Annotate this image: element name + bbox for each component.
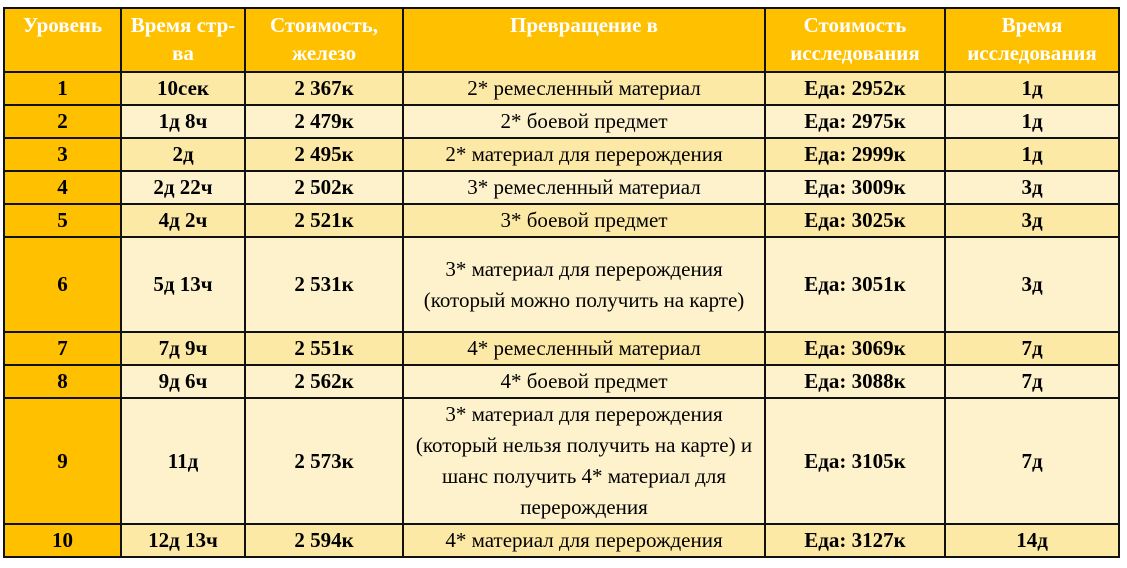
- cell-research-cost: Еда: 3088к: [765, 365, 945, 398]
- cell-level: 4: [4, 171, 121, 204]
- table-row: [4, 204, 1119, 237]
- cell-level: 1: [4, 72, 121, 105]
- cell-research-cost: Еда: 3105к: [765, 398, 945, 524]
- cell-transform: 2* боевой предмет: [403, 105, 765, 138]
- cell-build-time: 10сек: [121, 72, 245, 105]
- cell-transform: 3* материал для перерождения (который можно получить на карте): [403, 237, 765, 332]
- table-row: [4, 138, 1119, 171]
- cell-cost-iron: 2 573к: [245, 398, 403, 524]
- cell-transform: 3* материал для перерождения (который нельзя получить на карте) и шанс получить 4* материал для перерождения: [403, 398, 765, 524]
- cell-research-time: 1д: [945, 72, 1119, 105]
- cell-cost-iron: 2 594к: [245, 524, 403, 557]
- cell-transform: 4* ремесленный материал: [403, 332, 765, 365]
- cell-research-cost: Еда: 3025к: [765, 204, 945, 237]
- cell-research-time: 1д: [945, 138, 1119, 171]
- cell-research-cost: Еда: 3127к: [765, 524, 945, 557]
- cell-research-time: 7д: [945, 365, 1119, 398]
- cell-transform: 3* боевой предмет: [403, 204, 765, 237]
- table-container: [3, 7, 1120, 558]
- table-row: [4, 171, 1119, 204]
- header-row: [4, 8, 1119, 72]
- cell-build-time: 7д 9ч: [121, 332, 245, 365]
- cell-build-time: 4д 2ч: [121, 204, 245, 237]
- table-row: [4, 332, 1119, 365]
- cell-research-cost: Еда: 2952к: [765, 72, 945, 105]
- cell-build-time: 5д 13ч: [121, 237, 245, 332]
- cell-research-time: 7д: [945, 332, 1119, 365]
- table-row: [4, 72, 1119, 105]
- cell-transform: 4* материал для перерождения: [403, 524, 765, 557]
- cell-cost-iron: 2 479к: [245, 105, 403, 138]
- table-row: [4, 398, 1119, 524]
- upgrade-table: [3, 7, 1120, 558]
- cell-research-time: 3д: [945, 171, 1119, 204]
- cell-research-time: 3д: [945, 237, 1119, 332]
- cell-cost-iron: 2 562к: [245, 365, 403, 398]
- header-research-time: Время исследования: [945, 8, 1119, 72]
- cell-level: 8: [4, 365, 121, 398]
- cell-transform: 2* материал для перерождения: [403, 138, 765, 171]
- header-research-cost: Стоимость исследования: [765, 8, 945, 72]
- cell-research-cost: Еда: 3051к: [765, 237, 945, 332]
- cell-build-time: 12д 13ч: [121, 524, 245, 557]
- cell-level: 5: [4, 204, 121, 237]
- cell-transform: 3* ремесленный материал: [403, 171, 765, 204]
- header-transform: Превращение в: [403, 8, 765, 72]
- cell-cost-iron: 2 495к: [245, 138, 403, 171]
- cell-cost-iron: 2 521к: [245, 204, 403, 237]
- cell-research-time: 3д: [945, 204, 1119, 237]
- cell-build-time: 9д 6ч: [121, 365, 245, 398]
- cell-level: 9: [4, 398, 121, 524]
- header-level: Уровень: [4, 8, 121, 72]
- cell-build-time: 1д 8ч: [121, 105, 245, 138]
- cell-build-time: 2д 22ч: [121, 171, 245, 204]
- cell-research-cost: Еда: 3069к: [765, 332, 945, 365]
- cell-level: 10: [4, 524, 121, 557]
- cell-transform: 4* боевой предмет: [403, 365, 765, 398]
- cell-cost-iron: 2 531к: [245, 237, 403, 332]
- cell-cost-iron: 2 367к: [245, 72, 403, 105]
- cell-transform: 2* ремесленный материал: [403, 72, 765, 105]
- cell-research-cost: Еда: 2975к: [765, 105, 945, 138]
- cell-level: 6: [4, 237, 121, 332]
- cell-level: 7: [4, 332, 121, 365]
- cell-level: 2: [4, 105, 121, 138]
- cell-research-time: 7д: [945, 398, 1119, 524]
- cell-research-time: 1д: [945, 105, 1119, 138]
- cell-build-time: 2д: [121, 138, 245, 171]
- table-row: [4, 237, 1119, 332]
- table-row: [4, 365, 1119, 398]
- cell-cost-iron: 2 551к: [245, 332, 403, 365]
- table-row: [4, 105, 1119, 138]
- cell-build-time: 11д: [121, 398, 245, 524]
- table-row: [4, 524, 1119, 557]
- cell-research-cost: Еда: 2999к: [765, 138, 945, 171]
- cell-research-cost: Еда: 3009к: [765, 171, 945, 204]
- header-build-time: Время стр-ва: [121, 8, 245, 72]
- cell-cost-iron: 2 502к: [245, 171, 403, 204]
- cell-level: 3: [4, 138, 121, 171]
- header-cost-iron: Стоимость, железо: [245, 8, 403, 72]
- cell-research-time: 14д: [945, 524, 1119, 557]
